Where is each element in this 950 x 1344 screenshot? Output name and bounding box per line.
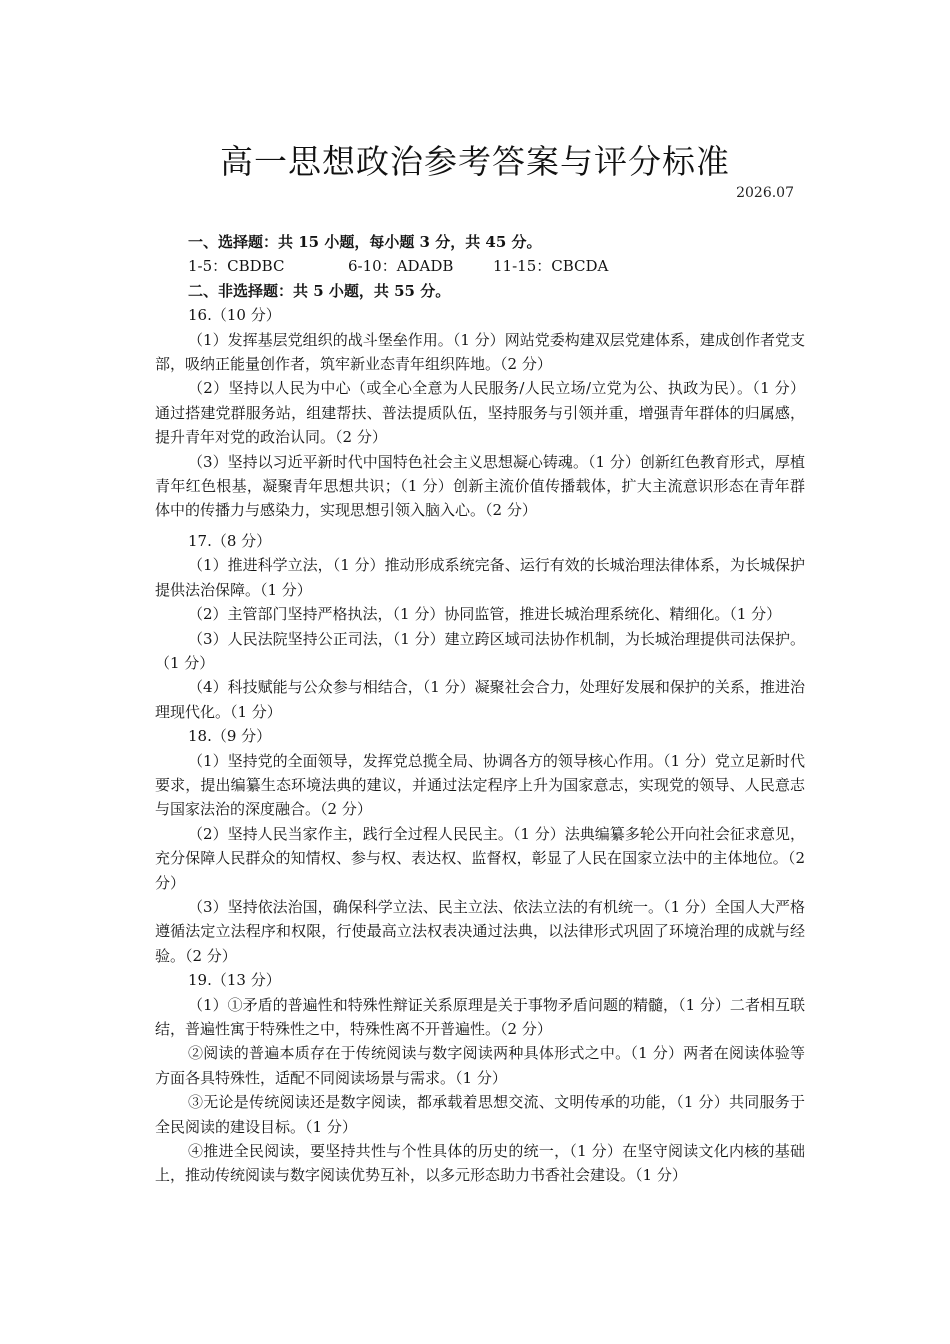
q18-answer-1: （1）坚持党的全面领导，发挥党总揽全局、协调各方的领导核心作用。（1 分）党立足新时代要求，提出编纂生态环境法典的建议，并通过法定程序上升为国家意志，实现党的领导、人民意志与国家法治的深度融合。（2 分） xyxy=(155,751,805,819)
section-multiple-choice-heading: 一、选择题：共 15 小题，每小题 3 分，共 45 分。 xyxy=(188,233,542,251)
q17-answer-4: （4）科技赋能与公众参与相结合，（1 分）凝聚社会合力，处理好发展和保护的关系，推进治理现代化。（1 分） xyxy=(155,678,805,721)
page-title: 高一思想政治参考答案与评分标准 xyxy=(220,142,730,181)
q19-answer-2: ②阅读的普遍本质存在于传统阅读与数字阅读两种具体形式之中。（1 分）两者在阅读体验等方面各具特殊性，适配不同阅读场景与需求。（1 分） xyxy=(155,1044,805,1087)
q16-answer-1: （1）发挥基层党组织的战斗堡垒作用。（1 分）网站党委构建双层党建体系，建成创作者党支部，吸纳正能量创作者，筑牢新业态青年组织阵地。（2 分） xyxy=(155,330,805,374)
question-17-number: 17.（8 分） xyxy=(188,531,272,550)
q17-answer-2: （2）主管部门坚持严格执法，（1 分）协同监管，推进长城治理系统化、精细化。（1 分） xyxy=(188,605,782,624)
multiple-choice-answers xyxy=(155,254,805,278)
section-open-questions-heading: 二、非选择题：共 5 小题，共 55 分。 xyxy=(188,281,451,300)
q18-answer-2: （2）坚持人民当家作主，践行全过程人民民主。（1 分）法典编纂多轮公开向社会征求意见，充分保障人民群众的知情权、参与权、表达权、监督权，彰显了人民在国家立法中的主体地位。（2 分） xyxy=(155,824,805,892)
q17-answer-1: （1）推进科学立法，（1 分）推动形成系统完备、运行有效的长城治理法律体系，为长城保护提供法治保障。（1 分） xyxy=(155,556,805,599)
document-date: 2026.07 xyxy=(736,185,794,201)
q18-answer-3: （3）坚持依法治国，确保科学立法、民主立法、依法立法的有机统一。（1 分）全国人大严格遵循法定立法程序和权限，行使最高立法权表决通过法典，以法律形式巩固了环境治理的成就与经验。（2 分） xyxy=(155,897,805,965)
question-19-number: 19.（13 分） xyxy=(188,971,281,990)
q19-answer-1: （1）①矛盾的普遍性和特殊性辩证关系原理是关于事物矛盾问题的精髓，（1 分）二者相互联结，普遍性寓于特殊性之中，特殊性离不开普遍性。（2 分） xyxy=(155,995,805,1038)
answer-content xyxy=(155,230,805,1188)
question-16-number: 16.（10 分） xyxy=(188,306,281,325)
q17-answer-3: （3）人民法院坚持公正司法，（1 分）建立跨区域司法协作机制，为长城治理提供司法保护。（1 分） xyxy=(155,629,805,672)
q16-answer-2: （2）坚持以人民为中心（或全心全意为人民服务/人民立场/立党为公、执政为民）。（1 分）通过搭建党群服务站，组建帮扶、普法提质队伍，坚持服务与引领并重，增强青年群体的归属感，提升青年对党的政治认同。（2 分） xyxy=(155,379,805,447)
q19-answer-4: ④推进全民阅读，要坚持共性与个性具体的历史的统一，（1 分）在坚守阅读文化内核的基础上，推动传统阅读与数字阅读优势互补，以多元形态助力书香社会建设。（1 分） xyxy=(155,1142,805,1185)
answers-11-15: 11-15：CBCDA xyxy=(493,257,609,276)
question-18-number: 18.（9 分） xyxy=(188,727,272,746)
answers-1-5: 1-5：CBDBC xyxy=(188,257,285,276)
answers-6-10: 6-10：ADADB xyxy=(348,257,454,276)
q19-answer-3: ③无论是传统阅读还是数字阅读，都承载着思想交流、文明传承的功能，（1 分）共同服务于全民阅读的建设目标。（1 分） xyxy=(155,1093,805,1136)
q16-answer-3: （3）坚持以习近平新时代中国特色社会主义思想凝心铸魂。（1 分）创新红色教育形式，厚植青年红色根基，凝聚青年思想共识；（1 分）创新主流价值传播载体，扩大主流意识形态在青年群体中的传播力与感染力，实现思想引领入脑入心。（2 分） xyxy=(155,452,805,520)
